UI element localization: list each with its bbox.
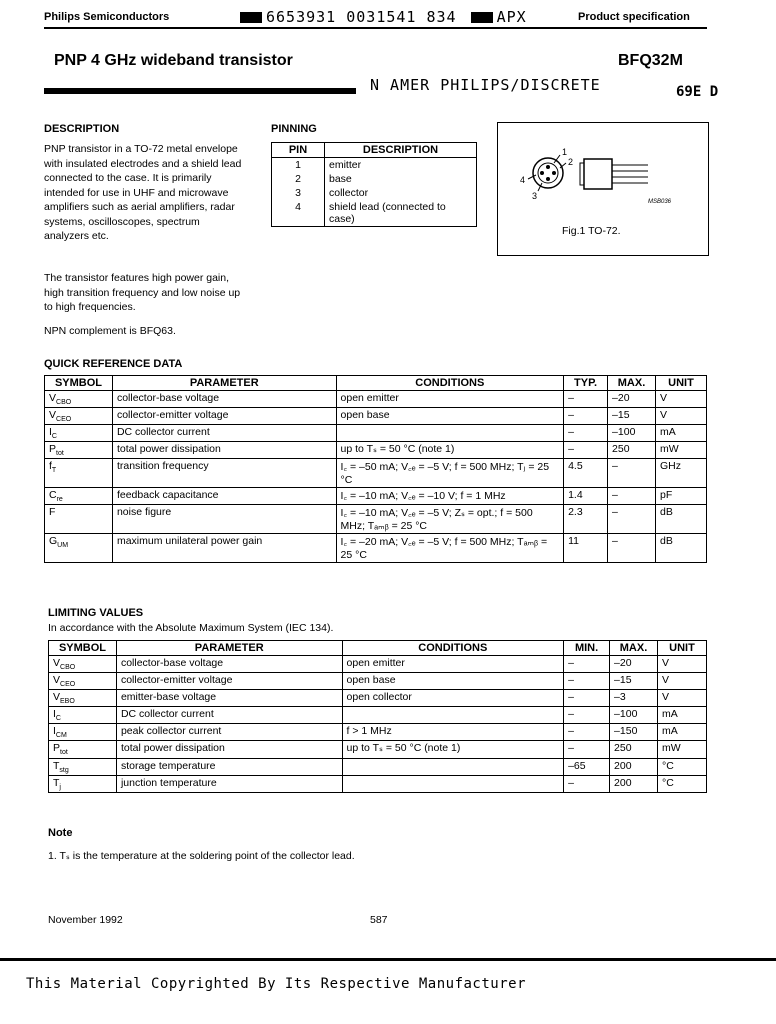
symbol-cell xyxy=(45,442,113,459)
table-row xyxy=(49,758,707,775)
symbol-subscript: CBO xyxy=(60,664,76,672)
table-row xyxy=(49,707,707,724)
typ-cell: 4.5 xyxy=(564,459,608,488)
symbol-cell xyxy=(45,488,113,505)
unit-cell: °C xyxy=(658,775,707,792)
symbol-letter: V xyxy=(53,657,61,669)
symbol-letter: G xyxy=(49,535,58,548)
table-row xyxy=(45,408,707,425)
figure-caption: Fig.1 TO-72. xyxy=(562,225,621,237)
table-row xyxy=(49,724,707,741)
pin-desc: collector xyxy=(325,186,477,200)
table-row xyxy=(272,158,477,173)
symbol-letter: I xyxy=(53,708,56,721)
conditions-cell: open base xyxy=(342,673,564,690)
unit-cell: GHz xyxy=(656,459,707,488)
barcode-number: 6653931 0031541 834 xyxy=(266,8,457,26)
symbol-subscript: CBO xyxy=(56,399,72,407)
unit-cell: V xyxy=(656,408,707,425)
typ-cell: 1.4 xyxy=(564,488,608,505)
symbol-subscript: C xyxy=(51,433,57,441)
parameter-cell: feedback capacitance xyxy=(112,488,336,505)
figure-pin-label: 1 xyxy=(562,147,568,157)
pinning-heading: PINNING xyxy=(271,123,317,135)
unit-cell: mW xyxy=(656,442,707,459)
table-row xyxy=(45,505,707,534)
package-figure xyxy=(497,122,709,256)
pin-desc: base xyxy=(325,172,477,186)
unit-cell: dB xyxy=(656,505,707,534)
doc-type: Product specification xyxy=(578,11,690,23)
symbol-letter: F xyxy=(49,506,56,519)
table-row xyxy=(272,186,477,200)
barcode-tag: APX xyxy=(496,8,527,26)
max-cell: – xyxy=(608,488,656,505)
footer-date: November 1992 xyxy=(48,914,123,926)
max-cell: –20 xyxy=(608,391,656,408)
max-cell: –3 xyxy=(610,690,658,707)
qrd-col-max: MAX. xyxy=(608,376,656,391)
figure-pin-label: 4 xyxy=(520,175,526,185)
figure-pin-label: 3 xyxy=(532,191,538,201)
max-cell: –20 xyxy=(610,656,658,673)
conditions-cell xyxy=(342,707,564,724)
unit-cell: V xyxy=(658,673,707,690)
pin-desc: emitter xyxy=(325,158,477,173)
symbol-cell xyxy=(49,690,117,707)
symbol-subscript: tot xyxy=(60,749,68,757)
parameter-cell: transition frequency xyxy=(112,459,336,488)
table-row xyxy=(272,172,477,186)
unit-cell: dB xyxy=(656,534,707,563)
symbol-letter: C xyxy=(49,489,57,502)
note-text: 1. Tₛ is the temperature at the soldering point of the collector lead. xyxy=(48,850,355,862)
symbol-subscript: CEO xyxy=(56,416,72,424)
max-cell: 250 xyxy=(608,442,656,459)
unit-cell: V xyxy=(658,656,707,673)
qrd-col-conditions: CONDITIONS xyxy=(336,376,564,391)
unit-cell: mA xyxy=(658,707,707,724)
symbol-cell xyxy=(49,724,117,741)
parameter-cell: collector-base voltage xyxy=(116,656,342,673)
parameter-cell: storage temperature xyxy=(116,758,342,775)
unit-cell: mA xyxy=(656,425,707,442)
description-para2: The transistor features high power gain, high transition frequency and low noise up to high frequencies. xyxy=(44,272,241,313)
stamp-code: 69E D xyxy=(676,84,719,100)
unit-cell: mA xyxy=(658,724,707,741)
limiting-heading: LIMITING VALUES xyxy=(48,607,144,619)
table-row xyxy=(49,656,707,673)
conditions-cell: I꜀ = –10 mA; V꜀ₑ = –10 V; f = 1 MHz xyxy=(336,488,564,505)
lim-col-conditions: CONDITIONS xyxy=(342,641,564,656)
symbol-cell xyxy=(45,425,113,442)
conditions-cell: up to Tₛ = 50 °C (note 1) xyxy=(336,442,564,459)
table-row xyxy=(272,200,477,227)
parameter-cell: DC collector current xyxy=(116,707,342,724)
typ-cell: 2.3 xyxy=(564,505,608,534)
pinning-col-pin: PIN xyxy=(272,143,325,158)
page-bottom-rule xyxy=(0,958,776,961)
conditions-cell: I꜀ = –50 mA; V꜀ₑ = –5 V; f = 500 MHz; Tⱼ = 25 °C xyxy=(336,459,564,488)
limiting-table xyxy=(48,640,707,793)
table-row xyxy=(45,442,707,459)
barcode-text xyxy=(240,8,527,26)
max-cell: – xyxy=(608,534,656,563)
symbol-cell xyxy=(45,391,113,408)
unit-cell: pF xyxy=(656,488,707,505)
table-row xyxy=(45,391,707,408)
parameter-cell: collector-base voltage xyxy=(112,391,336,408)
max-cell: –15 xyxy=(610,673,658,690)
symbol-cell xyxy=(45,534,113,563)
typ-cell: – xyxy=(564,408,608,425)
symbol-subscript: re xyxy=(56,496,63,504)
typ-cell: – xyxy=(564,442,608,459)
qrd-heading: QUICK REFERENCE DATA xyxy=(44,358,183,370)
symbol-letter: T xyxy=(53,759,60,772)
conditions-cell: I꜀ = –10 mA; V꜀ₑ = –5 V; Zₛ = opt.; f = 500 MHz; Tₐₘᵦ = 25 °C xyxy=(336,505,564,534)
symbol-cell xyxy=(49,775,117,792)
min-cell: – xyxy=(564,690,610,707)
symbol-letter: I xyxy=(53,725,56,738)
qrd-col-unit: UNIT xyxy=(656,376,707,391)
parameter-cell: total power dissipation xyxy=(112,442,336,459)
max-cell: – xyxy=(608,459,656,488)
description-heading: DESCRIPTION xyxy=(44,123,120,135)
pin-number: 4 xyxy=(272,200,325,227)
note-heading: Note xyxy=(48,827,73,839)
max-cell: – xyxy=(608,505,656,534)
symbol-cell xyxy=(49,758,117,775)
unit-cell: V xyxy=(658,690,707,707)
symbol-cell xyxy=(45,408,113,425)
symbol-letter: V xyxy=(53,691,61,704)
pinning-table xyxy=(271,142,477,227)
company-name: Philips Semiconductors xyxy=(44,11,170,23)
conditions-cell xyxy=(342,758,564,775)
symbol-letter: V xyxy=(53,674,61,687)
symbol-letter: V xyxy=(49,392,57,404)
max-cell: –15 xyxy=(608,408,656,425)
conditions-cell: I꜀ = –20 mA; V꜀ₑ = –5 V; f = 500 MHz; Tₐₘᵦ = 25 °C xyxy=(336,534,564,563)
lim-col-symbol: SYMBOL xyxy=(49,641,117,656)
pinning-col-desc: DESCRIPTION xyxy=(325,143,477,158)
min-cell: – xyxy=(564,656,610,673)
parameter-cell: emitter-base voltage xyxy=(116,690,342,707)
figure-code: MSB036 xyxy=(648,199,672,205)
typ-cell: 11 xyxy=(564,534,608,563)
min-cell: –65 xyxy=(564,758,610,775)
stamp-text: N AMER PHILIPS/DISCRETE xyxy=(370,76,601,94)
symbol-letter: f xyxy=(49,460,52,473)
parameter-cell: peak collector current xyxy=(116,724,342,741)
max-cell: –150 xyxy=(610,724,658,741)
unit-cell: V xyxy=(656,391,707,408)
parameter-cell: maximum unilateral power gain xyxy=(112,534,336,563)
symbol-cell xyxy=(45,505,113,534)
min-cell: – xyxy=(564,707,610,724)
table-row xyxy=(45,425,707,442)
title-rule xyxy=(44,88,356,94)
header-rule xyxy=(44,27,707,29)
conditions-cell: up to Tₛ = 50 °C (note 1) xyxy=(342,741,564,758)
table-row xyxy=(49,741,707,758)
min-cell: – xyxy=(564,775,610,792)
max-cell: –100 xyxy=(608,425,656,442)
symbol-subscript: UM xyxy=(57,542,69,550)
symbol-letter: P xyxy=(49,443,57,456)
symbol-letter: V xyxy=(49,409,57,422)
parameter-cell: total power dissipation xyxy=(116,741,342,758)
symbol-letter: I xyxy=(49,426,52,439)
lim-col-unit: UNIT xyxy=(658,641,707,656)
pin-number: 3 xyxy=(272,186,325,200)
symbol-subscript: EBO xyxy=(60,698,75,706)
table-row xyxy=(49,690,707,707)
conditions-cell: open emitter xyxy=(342,656,564,673)
qrd-col-typ: TYP. xyxy=(564,376,608,391)
max-cell: 200 xyxy=(610,758,658,775)
symbol-subscript: C xyxy=(55,715,61,723)
symbol-subscript: CEO xyxy=(60,681,76,689)
max-cell: –100 xyxy=(610,707,658,724)
lim-col-parameter: PARAMETER xyxy=(116,641,342,656)
parameter-cell: noise figure xyxy=(112,505,336,534)
table-row xyxy=(45,534,707,563)
figure-pin-label: 2 xyxy=(568,157,574,167)
pin-desc: shield lead (connected to case) xyxy=(325,200,477,227)
conditions-cell: open base xyxy=(336,408,564,425)
symbol-letter: P xyxy=(53,742,61,755)
qrd-col-symbol: SYMBOL xyxy=(45,376,113,391)
symbol-subscript: T xyxy=(51,467,57,475)
min-cell: – xyxy=(564,724,610,741)
symbol-cell xyxy=(49,656,117,673)
lim-col-max: MAX. xyxy=(610,641,658,656)
description-para3: NPN complement is BFQ63. xyxy=(44,325,176,337)
lim-col-min: MIN. xyxy=(564,641,610,656)
part-number: BFQ32M xyxy=(618,52,683,69)
symbol-cell xyxy=(49,707,117,724)
symbol-cell xyxy=(49,673,117,690)
table-row xyxy=(49,673,707,690)
conditions-cell: open emitter xyxy=(336,391,564,408)
to72-package-icon xyxy=(498,123,708,255)
unit-cell: mW xyxy=(658,741,707,758)
symbol-letter: T xyxy=(53,776,60,789)
barcode-block-icon xyxy=(471,12,493,23)
copyright-notice: This Material Copyrighted By Its Respective Manufacturer xyxy=(26,976,527,992)
symbol-subscript: stg xyxy=(59,766,69,774)
barcode-block-icon xyxy=(240,12,262,23)
footer-page: 587 xyxy=(370,914,388,926)
page-title: PNP 4 GHz wideband transistor xyxy=(54,52,293,69)
parameter-cell: collector-emitter voltage xyxy=(116,673,342,690)
table-row xyxy=(45,488,707,505)
conditions-cell xyxy=(336,425,564,442)
max-cell: 200 xyxy=(610,775,658,792)
symbol-cell xyxy=(49,741,117,758)
conditions-cell: open collector xyxy=(342,690,564,707)
table-row xyxy=(49,775,707,792)
conditions-cell: f > 1 MHz xyxy=(342,724,564,741)
symbol-subscript: tot xyxy=(56,450,64,458)
pin-number: 2 xyxy=(272,172,325,186)
pin-number: 1 xyxy=(272,158,325,173)
max-cell: 250 xyxy=(610,741,658,758)
parameter-cell: DC collector current xyxy=(112,425,336,442)
symbol-subscript: CM xyxy=(55,732,67,740)
unit-cell: °C xyxy=(658,758,707,775)
table-row xyxy=(45,459,707,488)
qrd-col-parameter: PARAMETER xyxy=(112,376,336,391)
min-cell: – xyxy=(564,673,610,690)
qrd-table xyxy=(44,375,707,563)
typ-cell: – xyxy=(564,425,608,442)
description-para1: PNP transistor in a TO-72 metal envelope with insulated electrodes and a shield lead connected to the case. It is primarily intended for use in UHF and microwave amplifiers such as aerial amplifiers, radar systems, oscilloscopes, spectrum analyzers etc. xyxy=(44,143,242,242)
conditions-cell xyxy=(342,775,564,792)
min-cell: – xyxy=(564,741,610,758)
limiting-subheading: In accordance with the Absolute Maximum System (IEC 134). xyxy=(48,622,334,634)
parameter-cell: junction temperature xyxy=(116,775,342,792)
symbol-cell xyxy=(45,459,113,488)
typ-cell: – xyxy=(564,391,608,408)
symbol-subscript: j xyxy=(59,783,61,791)
parameter-cell: collector-emitter voltage xyxy=(112,408,336,425)
